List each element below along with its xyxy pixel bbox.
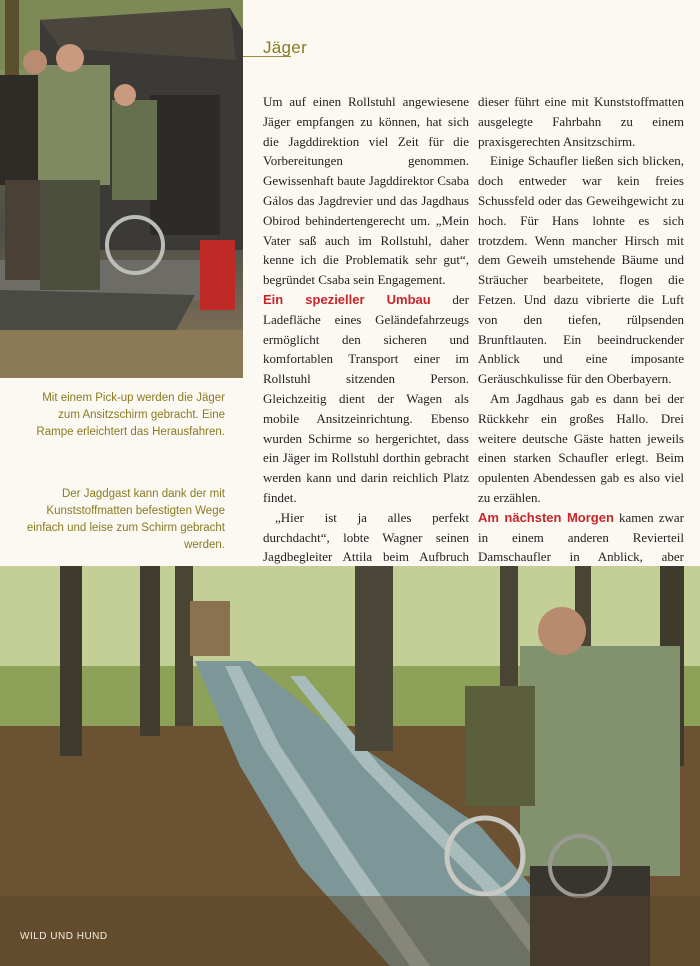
photo-caption-mats: Der Jagdgast kann dank der mit Kunststoffmatten befestigten Wege einfach und leise zum Schirm gebracht werden. (26, 488, 225, 551)
paragraph: Einige Schaufler ließen sich blicken, doch entweder war kein freies Schussfeld oder das Geweihgewicht zu hoch. Für Hans lohnte es sich trotzdem. Wenn mancher Hirsch mit dem Geweih umstehende Bäume und Sträucher bearbeitete, flogen die Fetzen. Und dazu vibrierte die Luft von den tiefen, rülpsenden Brunftlauten. Ein beeindruckender Anblick und eine imposante Geräuschkulisse für den Oberbayern. (478, 153, 684, 387)
paragraph: Am Jagdhaus gab es dann bei der Rückkehr ein großes Hallo. Drei weitere deutsche Gäste hatten jeweils einen starken Schaufler erlegt. Beim opulenten Abendessen gab es also viel zu erzählen. (478, 390, 684, 505)
section-label: Jäger (263, 38, 308, 57)
pickup-truck-photo (0, 0, 243, 378)
paragraph: „Hier ist ja alles perfekt durchdacht“, lobte Wagner seinen Jagdbegleiter Attila beim Aufbruch (263, 509, 469, 565)
paragraph-lead: Am nächsten Morgen (478, 509, 614, 525)
paragraph (263, 290, 469, 508)
paragraph-body: kamen zwar in einem anderen Revierteil Damschaufler in Anblick, aber (478, 509, 684, 565)
paragraph-body: der Ladefläche eines Geländefahrzeugs ermöglicht den sicheren und komfortablen Transport einer im Rollstuhl sitzenden Person. Gleichzeitig dient der Wagen als mobile Ansitzeinrichtung. Ebenso wurden Schirme so hergerichtet, dass ein Jäger im Rollstuhl dorthin gebracht werden kann und darin reichlich Platz findet. (263, 291, 469, 505)
caption-area (0, 378, 243, 566)
paragraph: Um auf einen Rollstuhl angewiesene Jäger empfangen zu können, hat sich die Jagddirektion viel Zeit für die Vorbereitungen genommen. Gewissenhaft baute Jagddirektor Csaba Gálos das Jagdrevier und das Jagdhaus Obirod behindertengerecht um. „Mein Vater saß auch im Rollstuhl, daher kenne ich die Problematik sehr gut“, begründet Csaba sein Engagement. (263, 94, 469, 288)
paragraph: dieser führt eine mit Kunststoffmatten ausgelegte Fahrbahn zu einem praxisgerechten Ansitzschirm. (478, 94, 684, 149)
paragraph-lead: Ein spezieller Umbau (263, 291, 431, 307)
page-footer: WILD UND HUND (20, 931, 108, 942)
forest-path-photo (0, 566, 700, 966)
photo-caption-pickup: Mit einem Pick-up werden die Jäger zum Ansitzschirm gebracht. Eine Rampe erleichtert das Herausfahren. (36, 392, 225, 438)
